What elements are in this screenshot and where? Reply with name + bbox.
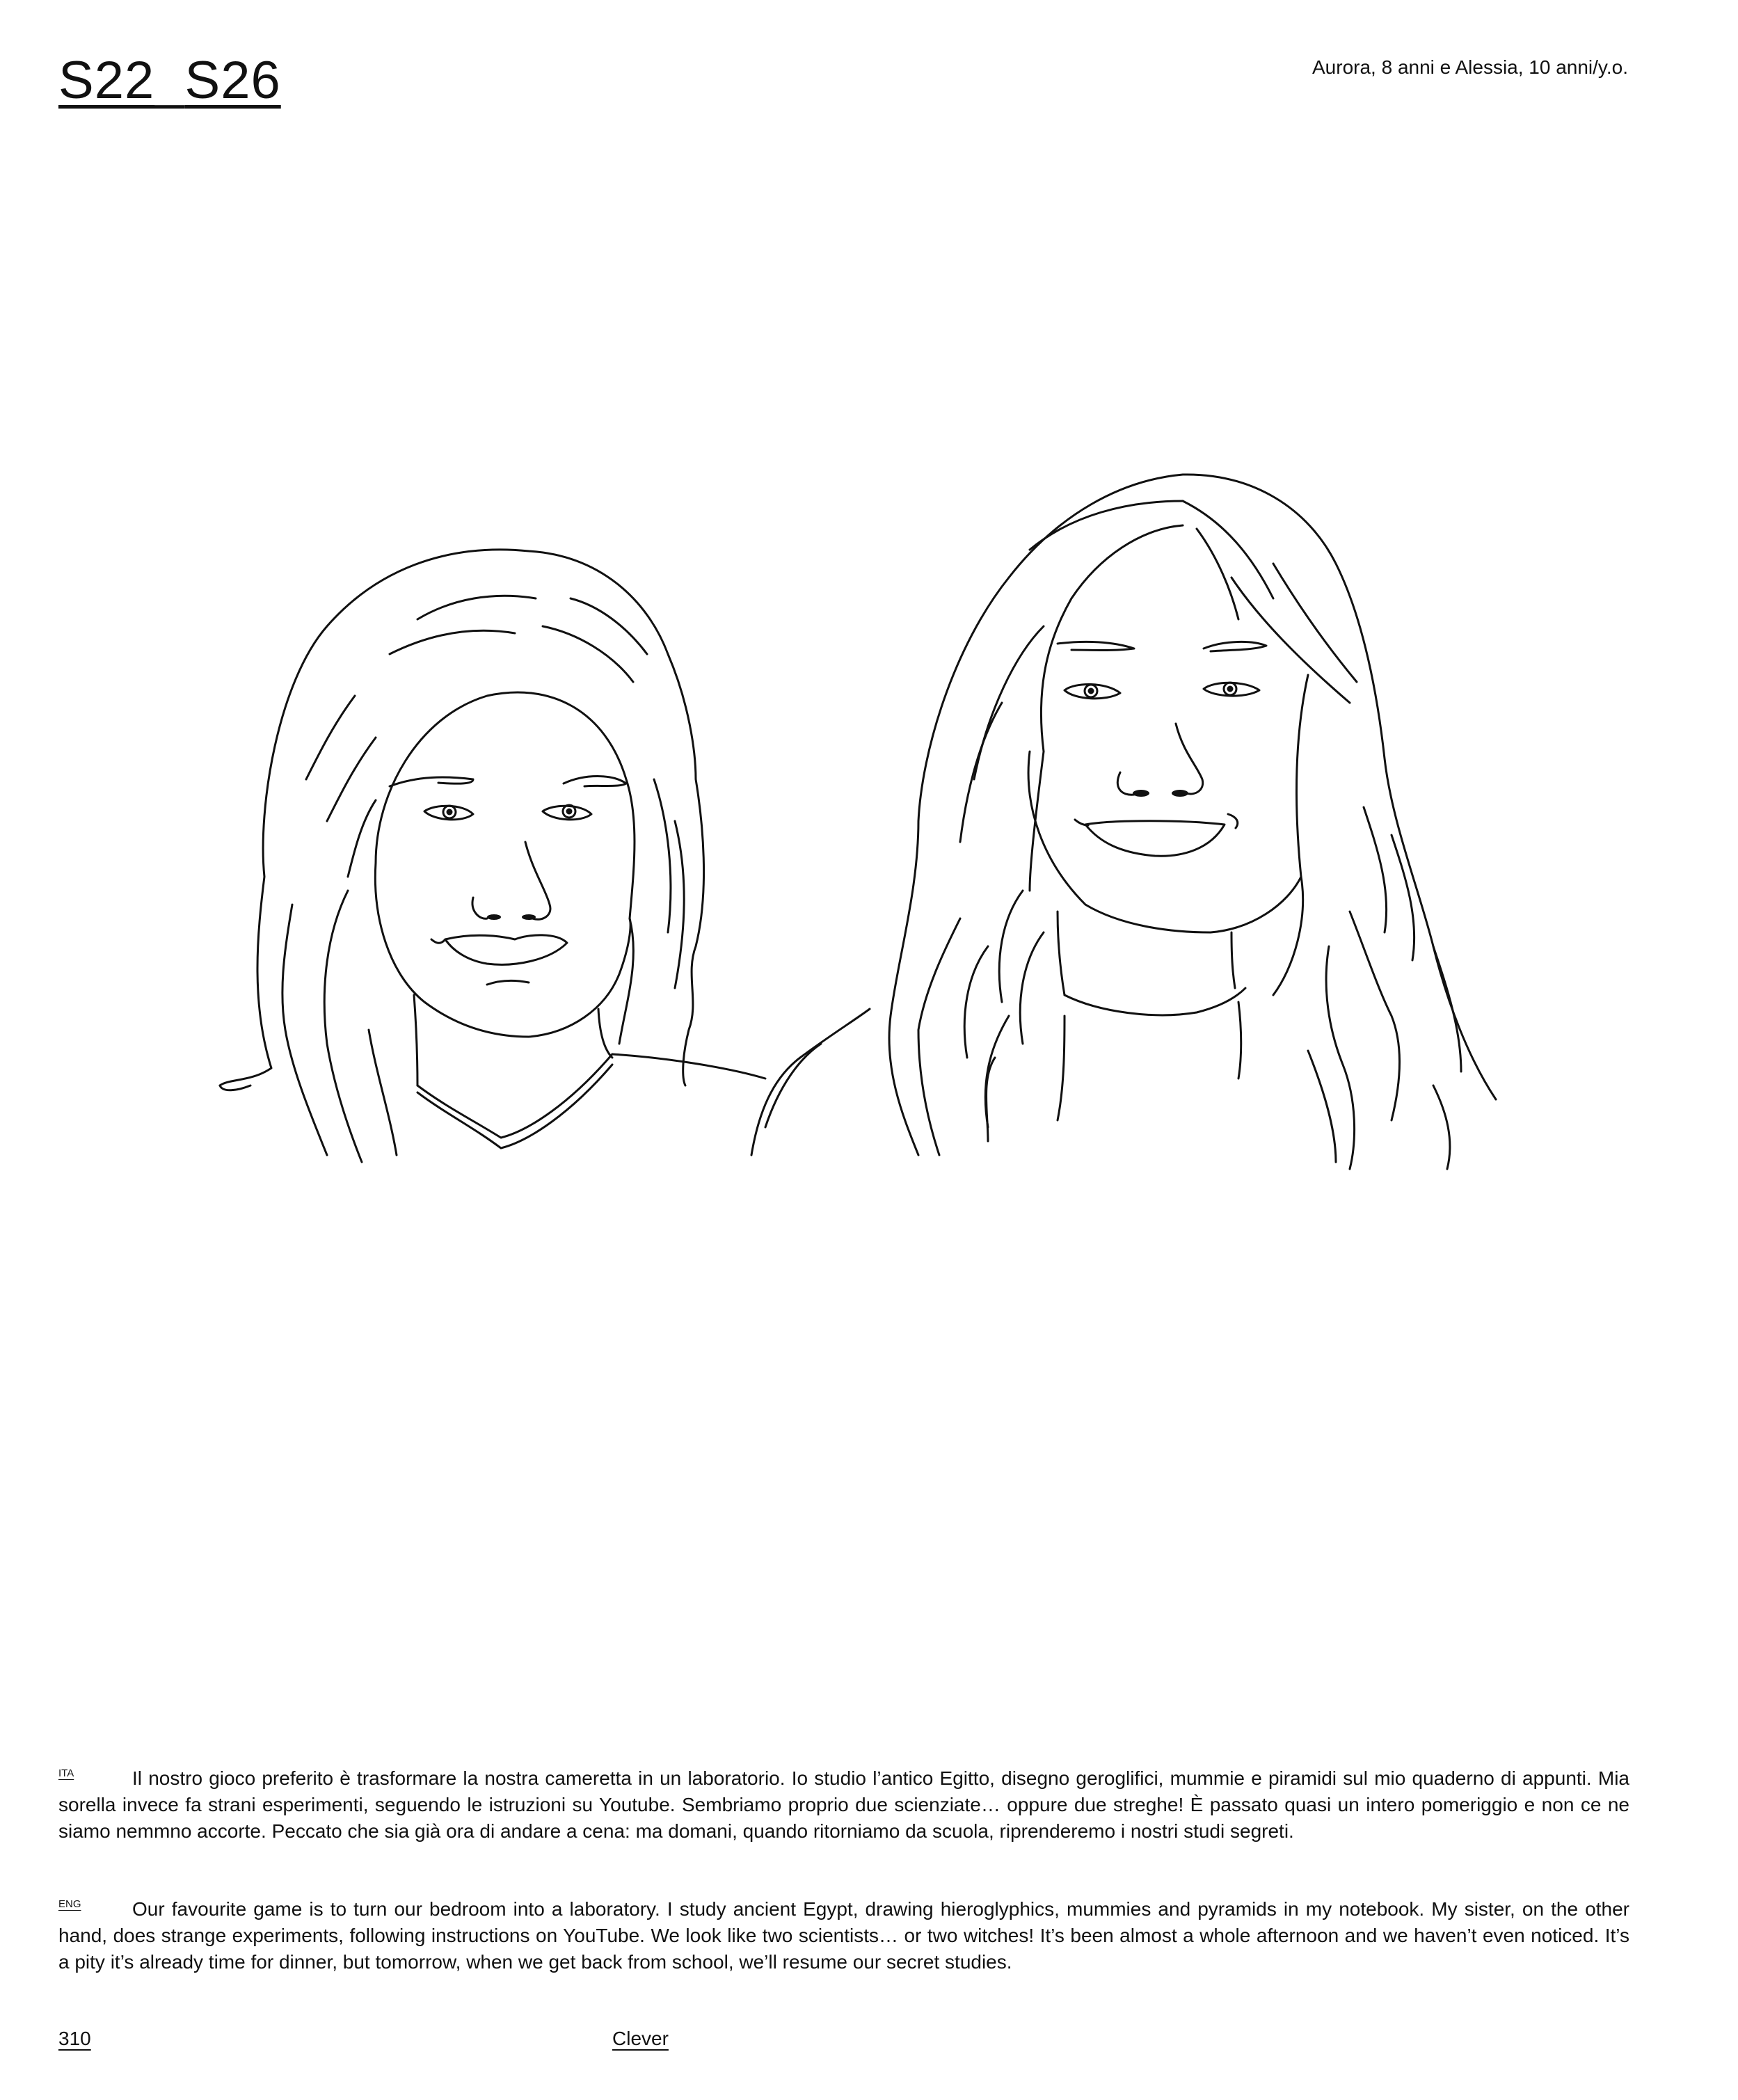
older-girl-face (1028, 751, 1301, 932)
italian-paragraph (58, 1760, 1629, 1845)
english-body: Our favourite game is to turn our bedroom into a laboratory. I study ancient Egypt, drawing hieroglyphics, mummies and pyramids in my notebook. My sister, on the other hand, does strange experiments, following instructions on YouTube. We look like two scientists… or two witches! It’s been almost a whole afternoon and we haven’t even noticed. It’s a pity it’s already time for dinner, but tomorrow, when we get back from school, we’ll resume our secret studies. (58, 1898, 1629, 1973)
subjects-caption: Aurora, 8 anni e Alessia, 10 anni/y.o. (1312, 56, 1628, 78)
code-part-1: S22 (58, 51, 155, 110)
code-part-2: S26 (184, 51, 281, 110)
younger-girl-face (375, 863, 630, 1037)
younger-girl-hair-outline (220, 550, 704, 1085)
english-paragraph (58, 1891, 1629, 1975)
italian-language-tag: ITA (58, 1767, 74, 1779)
code-separator: _ (154, 51, 185, 110)
english-language-tag: ENG (58, 1898, 81, 1910)
section-name: Clever (612, 2028, 669, 2049)
italian-body: Il nostro gioco preferito è trasformare la nostra cameretta in un laboratorio. Io studio l’antico Egitto, disegno geroglifici, mummie e piramidi sul mio quaderno di appunti. Mia sorella invece fa strani esperimenti, seguendo le istruzioni su Youtube. Sembriamo proprio due scienziate… oppure due streghe! È passato quasi un intero pomeriggio e non ce ne siamo nemmno accorte. Peccato che sia già ora di andare a cena: ma domani, quando ritorniamo da scuola, riprenderemo i nostri studi segreti. (58, 1767, 1629, 1842)
older-girl-hair-outline (889, 475, 1496, 1155)
page-title (58, 51, 281, 110)
older-girl-figure (751, 475, 1496, 1169)
portrait-illustration (0, 390, 1738, 1252)
younger-girl-figure (220, 550, 765, 1162)
page-number: 310 (58, 2028, 91, 2049)
